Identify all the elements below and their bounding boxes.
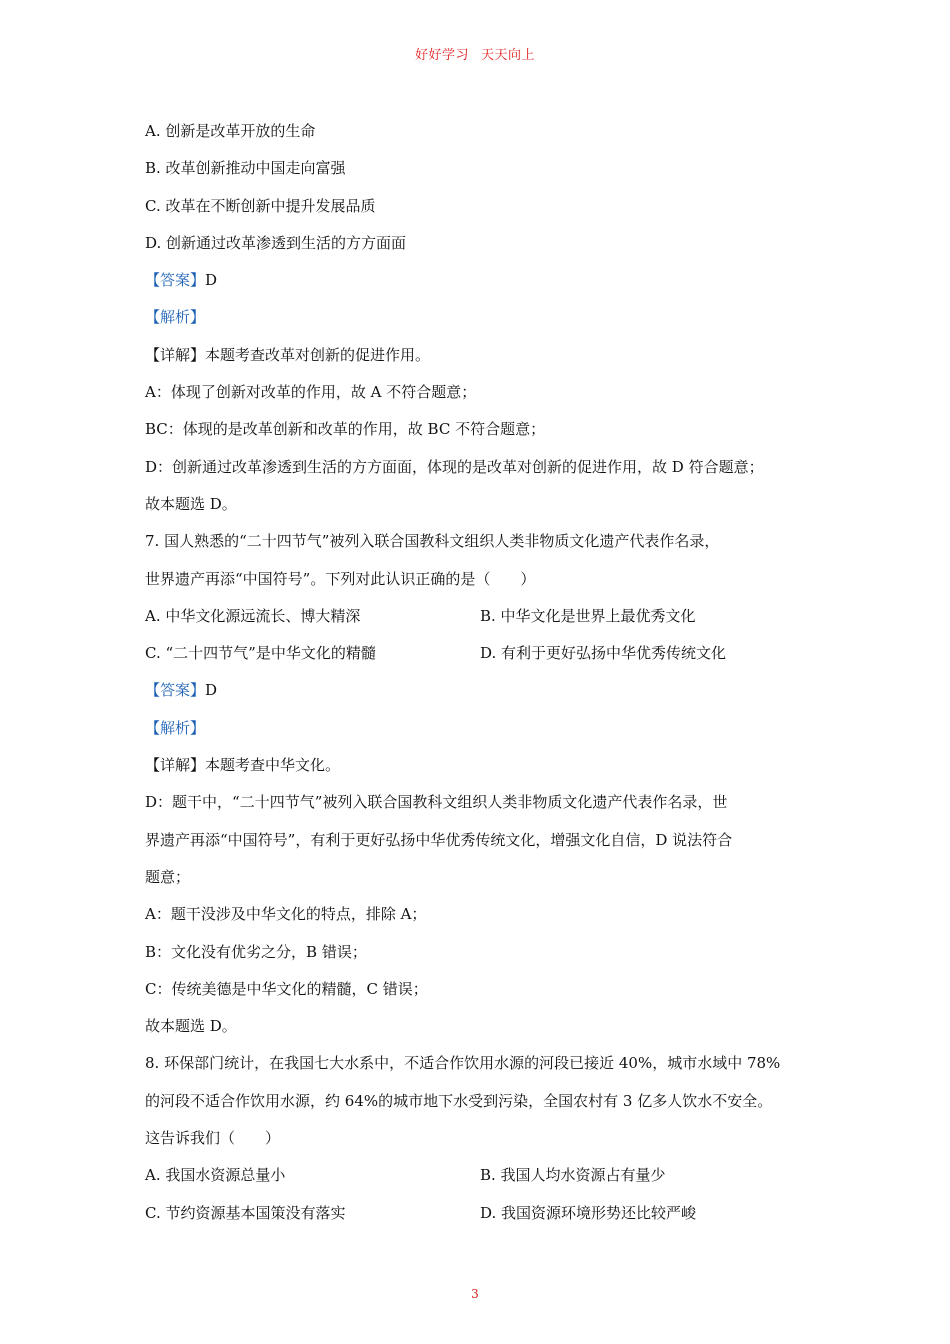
q7-detail-text: 本题考查中华文化。 <box>205 756 341 775</box>
q8-options-row-1 <box>145 1165 815 1202</box>
q6-option-c: C. 改革在不断创新中提升发展品质 <box>145 196 376 215</box>
q7-answer-tag: 【答案】 <box>145 681 206 700</box>
q7-answer <box>145 680 815 717</box>
q6-detail <box>145 345 815 382</box>
q7-conclusion: 故本题选 D。 <box>145 1017 237 1036</box>
q7-explanation-line-1: D：题干中，“二十四节气”被列入联合国教科文组织人类非物质文化遗产代表作名录，世 <box>145 793 728 812</box>
header-slogan-right: 天天向上 <box>481 48 536 63</box>
q7-explanation-c: C：传统美德是中华文化的精髓，C 错误； <box>145 979 428 998</box>
q7-analysis-tag: 【解析】 <box>145 718 206 737</box>
q6-explanation-d: D：创新通过改革渗透到生活的方方面面，体现的是改革对创新的促进作用，故 D 符合题意； <box>145 457 764 476</box>
q7-answer-value: D <box>205 681 218 700</box>
q7-detail <box>145 755 815 792</box>
q7-stem-line-1: 7. 国人熟悉的“二十四节气”被列入联合国教科文组织人类非物质文化遗产代表作名录， <box>145 532 720 551</box>
q8-stem-line-3: 这告诉我们（ ） <box>145 1129 281 1148</box>
q7-explanation-a: A：题干没涉及中华文化的特点，排除 A； <box>145 905 427 924</box>
q6-detail-tag: 【详解】 <box>145 345 206 364</box>
q6-option-a: A. 创新是改革开放的生命 <box>145 122 316 140</box>
q6-explanation-bc: BC：体现的是改革创新和改革的作用，故 BC 不符合题意； <box>145 420 546 439</box>
q7-explanation-line-3: 题意； <box>145 867 191 886</box>
q6-explanation-a: A：体现了创新对改革的作用，故 A 不符合题意； <box>145 383 477 402</box>
header-slogan-left: 好好学习 <box>414 48 469 63</box>
q8-option-a: A. 我国水资源总量小 <box>145 1166 286 1185</box>
q8-option-d: D. 我国资源环境形势还比较严峻 <box>480 1203 697 1222</box>
q7-option-a: A. 中华文化源远流长、博大精深 <box>145 606 361 625</box>
q6-answer <box>145 270 815 307</box>
q8-options-row-2 <box>145 1203 815 1240</box>
q7-explanation-b: B：文化没有优劣之分，B 错误； <box>145 942 367 961</box>
q6-option-d: D. 创新通过改革渗透到生活的方方面面 <box>145 233 407 252</box>
q6-answer-tag: 【答案】 <box>145 271 206 290</box>
q7-option-b: B. 中华文化是世界上最优秀文化 <box>480 606 696 625</box>
q8-stem-line-1: 8. 环保部门统计，在我国七大水系中，不适合作饮用水源的河段已接近 40%，城市水域中 78% <box>145 1054 781 1073</box>
document-body <box>145 121 815 1240</box>
q6-option-b: B. 改革创新推动中国走向富强 <box>145 159 346 178</box>
q6-detail-text: 本题考查改革对创新的促进作用。 <box>205 345 431 364</box>
q6-conclusion: 故本题选 D。 <box>145 494 237 513</box>
q8-stem-line-2: 的河段不适合作饮用水源，约 64%的城市地下水受到污染，全国农村有 3 亿多人饮水不安全。 <box>145 1091 773 1110</box>
q7-options-row-1 <box>145 606 815 643</box>
page-header <box>0 44 950 63</box>
q6-analysis-tag: 【解析】 <box>145 308 206 327</box>
q8-option-b: B. 我国人均水资源占有量少 <box>480 1166 666 1185</box>
q7-stem-line-2: 世界遗产再添“中国符号”。下列对此认识正确的是（ ） <box>145 569 536 588</box>
q7-detail-tag: 【详解】 <box>145 756 206 775</box>
q6-answer-value: D <box>205 271 218 290</box>
q7-option-d: D. 有利于更好弘扬中华优秀传统文化 <box>480 644 727 663</box>
q7-explanation-line-2: 界遗产再添“中国符号”，有利于更好弘扬中华优秀传统文化，增强文化自信，D 说法符合 <box>145 830 733 849</box>
q7-option-c: C. “二十四节气”是中华文化的精髓 <box>145 644 376 663</box>
q7-options-row-2 <box>145 643 815 680</box>
q8-option-c: C. 节约资源基本国策没有落实 <box>145 1203 346 1222</box>
page-number: 3 <box>471 1287 479 1301</box>
